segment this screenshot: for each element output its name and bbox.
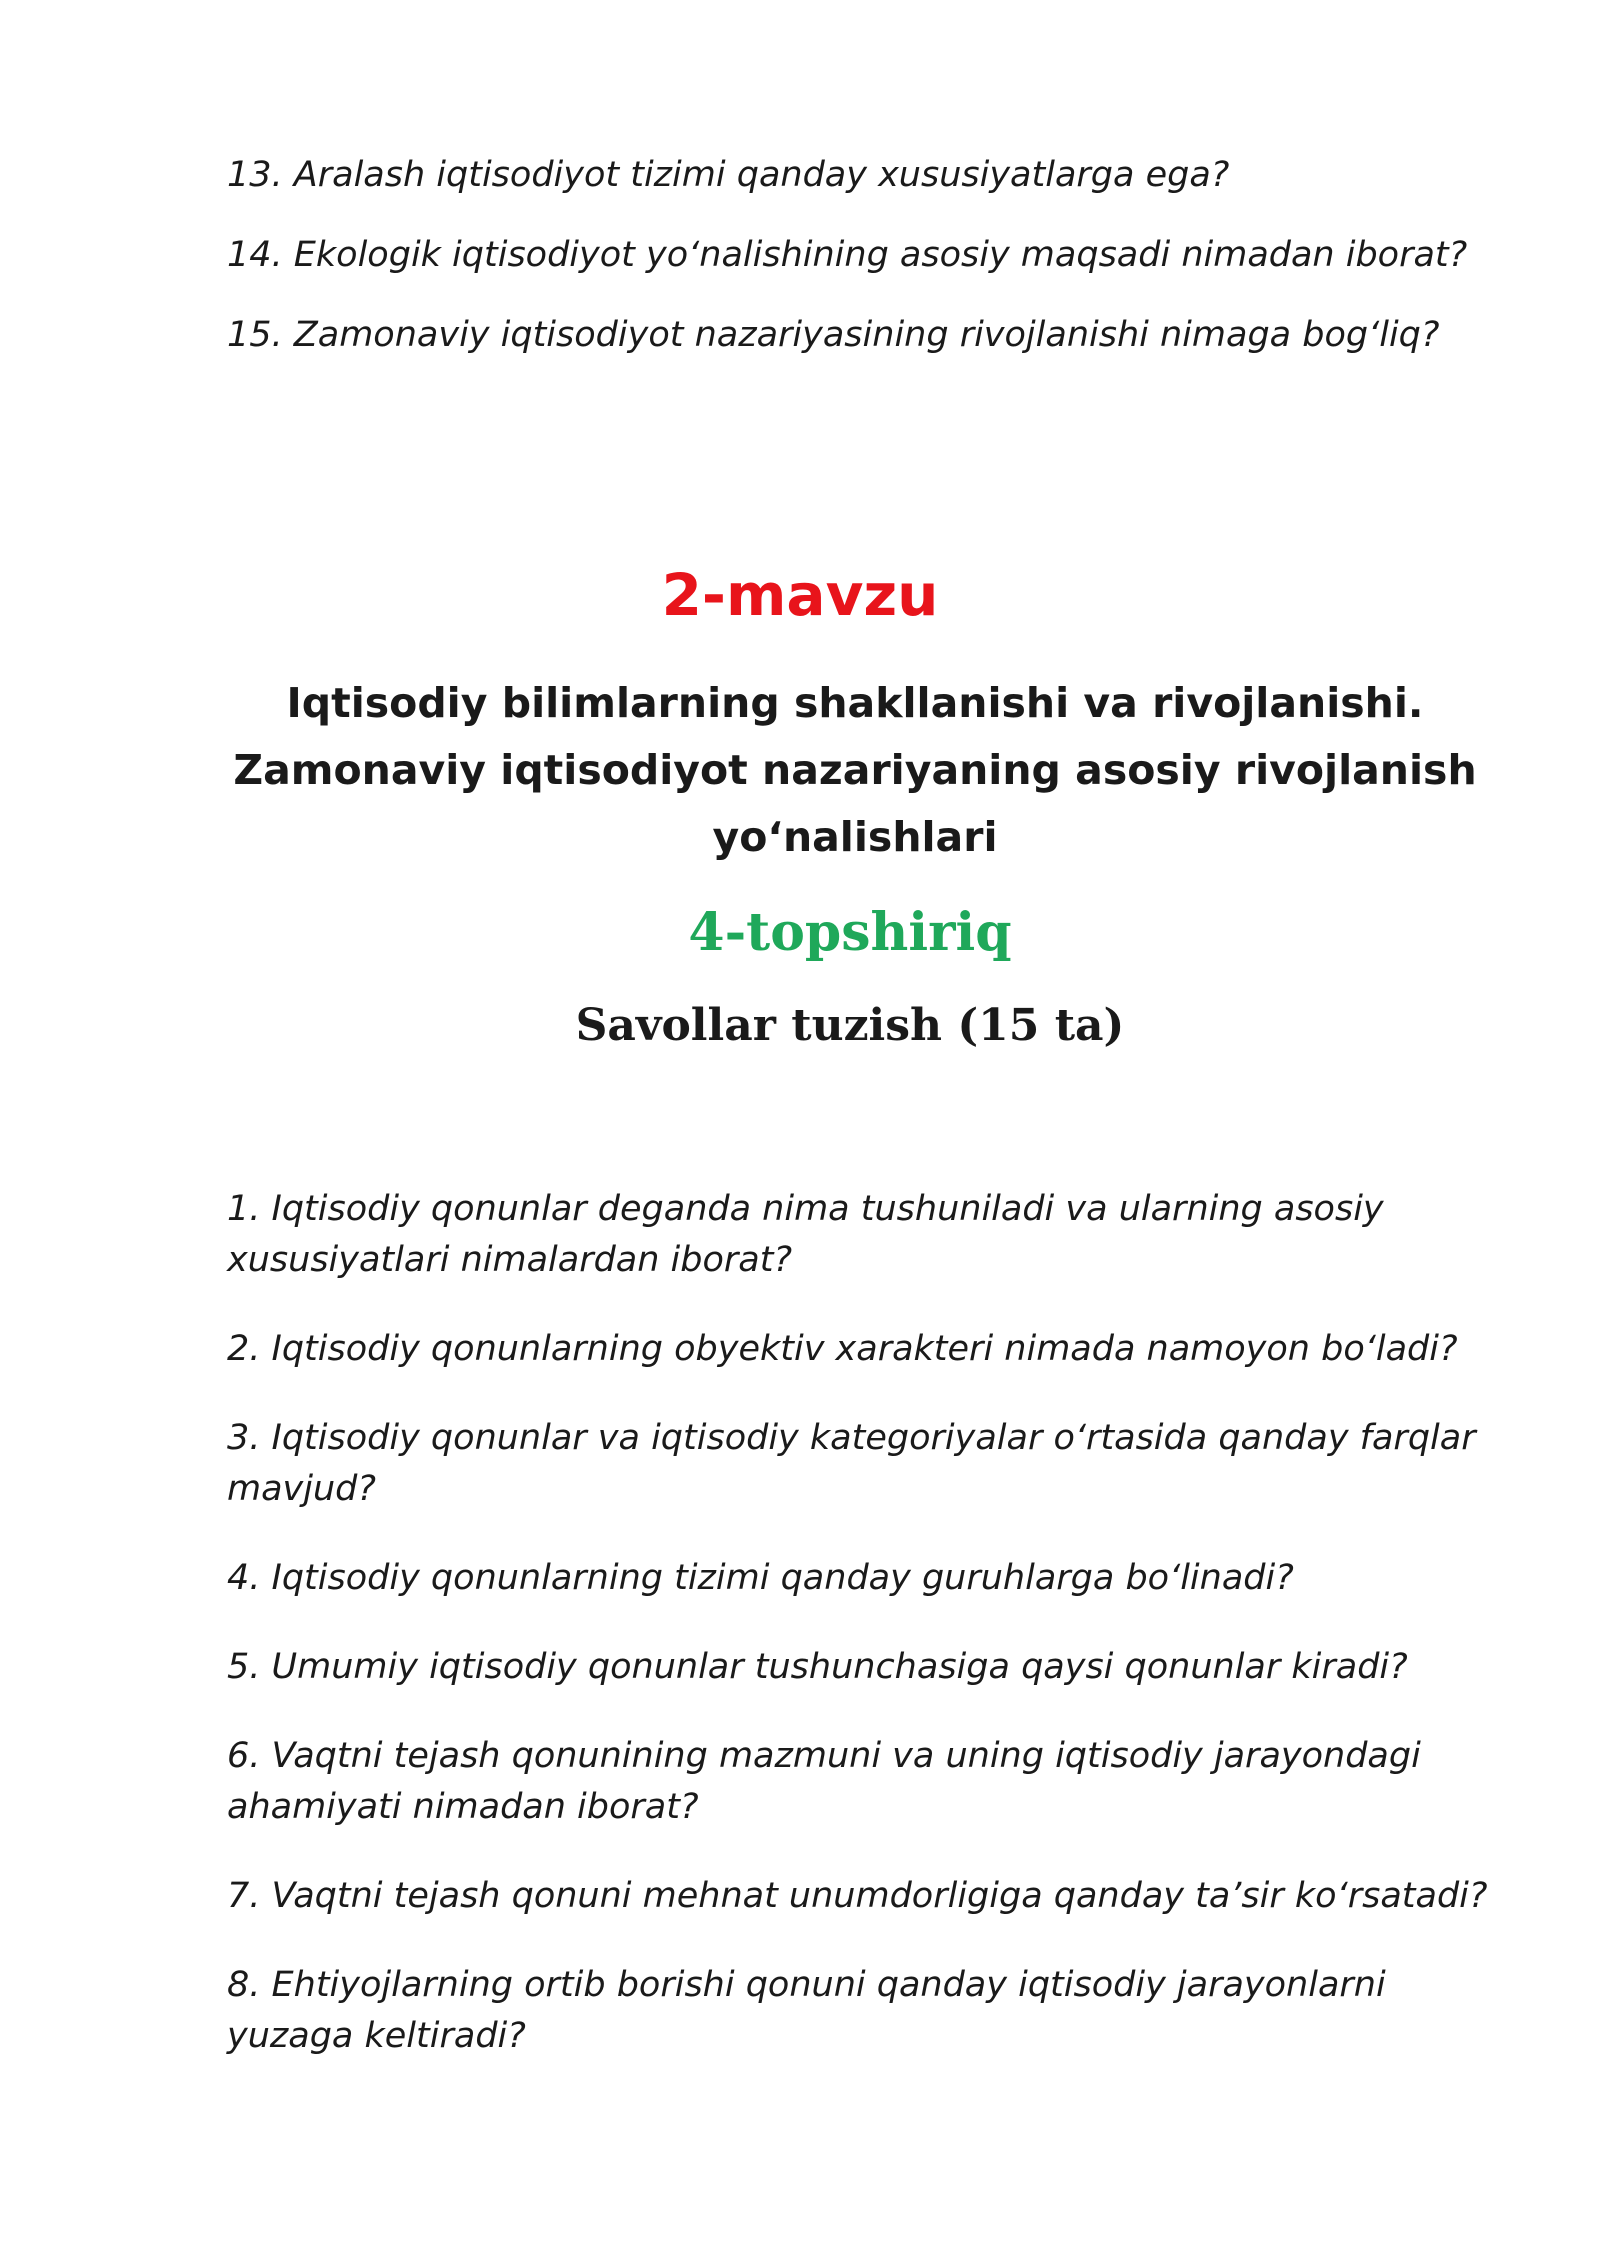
question-item: 3. Iqtisodiy qonunlar va iqtisodiy kategoriyalar o‘rtasida qanday farqlar mavjud? xyxy=(227,1418,1476,1509)
previous-questions-list xyxy=(227,150,1487,390)
question-item: 5. Umumiy iqtisodiy qonunlar tushunchasiga qaysi qonunlar kiradi? xyxy=(227,1647,1408,1687)
questions-list xyxy=(227,1184,1497,2100)
question-item: 1. Iqtisodiy qonunlar deganda nima tushuniladi va ularning asosiy xususiyatlari nimalardan iborat? xyxy=(227,1189,1384,1280)
question-item: 15. Zamonaviy iqtisodiyot nazariyasining rivojlanishi nimaga bog‘liq? xyxy=(227,315,1440,355)
topic-title: Iqtisodiy bilimlarning shakllanishi va rivojlanishi. Zamonaviy iqtisodiyot nazariyaning asosiy rivojlanish yo‘nalishlari xyxy=(233,679,1477,861)
question-item: 13. Aralash iqtisodiyot tizimi qanday xususiyatlarga ega? xyxy=(227,155,1230,195)
question-item: 2. Iqtisodiy qonunlarning obyektiv xarakteri nimada namoyon bo‘ladi? xyxy=(227,1329,1458,1369)
question-item: 8. Ehtiyojlarning ortib borishi qonuni qanday iqtisodiy jarayonlarni yuzaga keltiradi? xyxy=(227,1965,1386,2056)
task-number: 4-topshiriq xyxy=(688,902,1012,963)
task-description: Savollar tuzish (15 ta) xyxy=(575,1000,1125,1051)
topic-number: 2-mavzu xyxy=(661,561,939,629)
question-item: 6. Vaqtni tejash qonunining mazmuni va uning iqtisodiy jarayondagi ahamiyati nimadan iborat? xyxy=(227,1736,1421,1827)
question-item: 14. Ekologik iqtisodiyot yo‘nalishining asosiy maqsadi nimadan iborat? xyxy=(227,235,1468,275)
question-item: 7. Vaqtni tejash qonuni mehnat unumdorligiga qanday ta’sir ko‘rsatadi? xyxy=(227,1876,1488,1916)
question-item: 4. Iqtisodiy qonunlarning tizimi qanday guruhlarga bo‘linadi? xyxy=(227,1558,1294,1598)
